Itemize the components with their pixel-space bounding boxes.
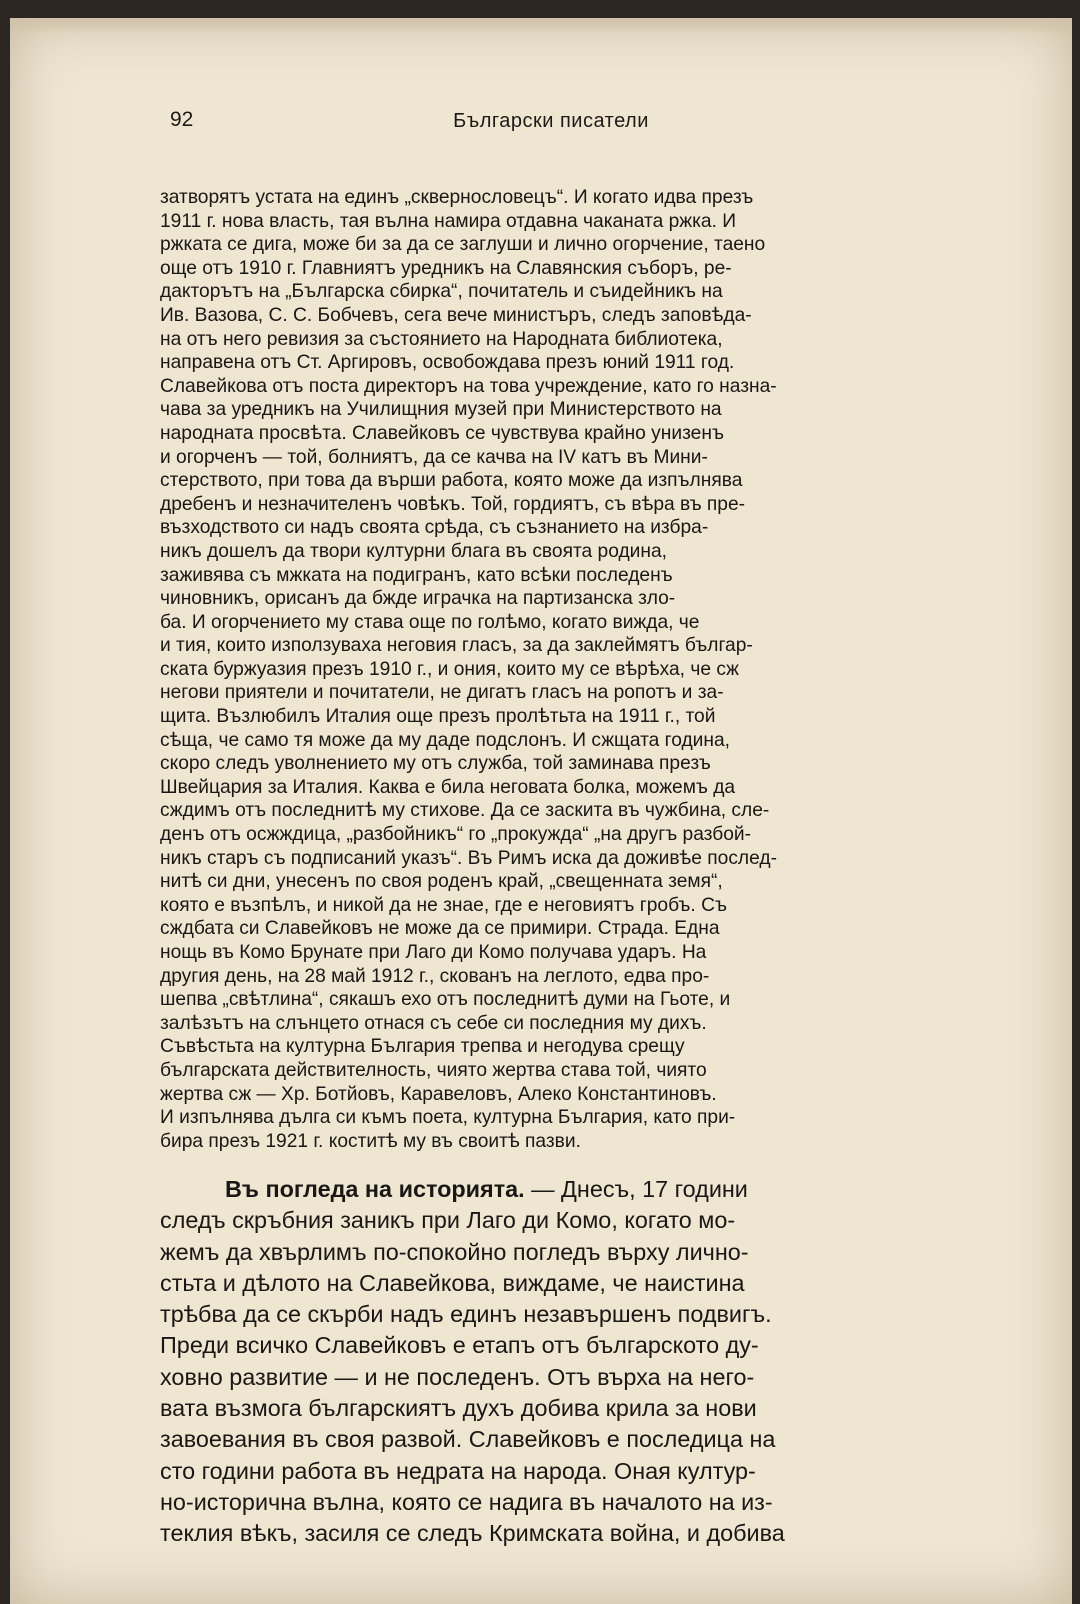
text-line: Швейцария за Италия. Каква е била неговата болка, можемъ да	[160, 776, 736, 798]
text-line: сждбата си Славейковъ не може да се примири. Страда. Една	[160, 918, 720, 940]
text-line: сто години работа въ недрата на народа. Оная култур-	[160, 1457, 756, 1484]
text-line: възходството си надъ своята срѣда, съ съзнанието на избра-	[160, 517, 709, 539]
text-line: трѣбва да се скърби надъ единъ незавършенъ подвигъ.	[160, 1301, 772, 1328]
text-line: щита. Възлюбилъ Италия още презъ пролѣтьта на 1911 г., той	[160, 706, 716, 728]
text-line: затворятъ устата на единъ „сквернословецъ“. И когато идва презъ	[160, 187, 754, 208]
text-line: направена отъ Ст. Аргировъ, освобождава презъ юний 1911 год.	[160, 352, 735, 374]
text-line: залѣзътъ на слънцето отнася съ себе си последния му дихъ.	[160, 1012, 707, 1034]
text-line: — Днесъ, 17 години	[524, 1176, 748, 1202]
text-line: никъ дошелъ да твори културни блага въ своята родина,	[160, 540, 667, 562]
text-line: която е възпѣлъ, и никой да не знае, где е неговиятъ гробъ. Съ	[160, 894, 727, 916]
text-line: 1911 г. нова власть, тая вълна намира отдавна чаканата ржка. И	[160, 210, 737, 232]
text-line: но-исторична вълна, която се надига въ началото на из-	[160, 1488, 773, 1515]
text-line: стьта и дѣлото на Славейкова, виждаме, че наистина	[160, 1269, 745, 1296]
page-number: 92	[170, 108, 194, 131]
text-line: ската буржуазия презъ 1910 г., и ония, които му се вѣрѣха, че сж	[160, 658, 739, 680]
text-line: заживява съ мжката на подигранъ, като всѣки последенъ	[160, 564, 673, 586]
text-line: Славейкова отъ поста директоръ на това учреждение, като го назна-	[160, 375, 777, 397]
text-line: нощь въ Комо Брунате при Лаго ди Комо получава ударъ. На	[160, 942, 707, 963]
text-line: жемъ да хвърлимъ по-спокойно погледъ върху лично-	[160, 1238, 749, 1265]
paragraph-1	[160, 186, 940, 1153]
text-line: теклия вѣкъ, засиля се следъ Кримската война, и добива	[160, 1520, 785, 1547]
text-line: на отъ него ревизия за състоянието на Народната библиотека,	[160, 328, 723, 350]
text-line: дребенъ и незначителенъ човѣкъ. Той, гордиятъ, съ вѣра въ пре-	[160, 493, 746, 515]
text-line: ховно развитие — и не последенъ. Отъ върха на него-	[160, 1363, 755, 1390]
text-line: вата възмога българскиятъ духъ добива крила за нови	[160, 1395, 757, 1422]
text-line: чава за уредникъ на Училищния музей при Министерството на	[160, 399, 722, 421]
text-line: дакторътъ на „Българска сбирка“, почитатель и съидейникъ на	[160, 281, 723, 303]
text-line: още отъ 1910 г. Главниятъ уредникъ на Славянския съборъ, ре-	[160, 257, 732, 279]
text-line: ба. И огорчението му става още по голѣмо, когато вижда, че	[160, 611, 700, 633]
text-line: ржката се дига, може би за да се заглуши и лично огорчение, таено	[160, 234, 766, 256]
text-line: сждимъ отъ последнитѣ му стихове. Да се заскита въ чужбина, сле-	[160, 800, 770, 822]
text-line: шепва „свѣтлина“, сякашъ ехо отъ последнитѣ думи на Гьоте, и	[160, 989, 731, 1011]
text-line: негови приятели и почитатели, не дигатъ гласъ на ропотъ и за-	[160, 682, 724, 704]
page-header	[10, 104, 1072, 144]
paragraph-2-first-line	[160, 1174, 940, 1205]
text-line: жертва сж — Хр. Ботйовъ, Каравеловъ, Алеко Константиновъ.	[160, 1083, 717, 1105]
text-line: следъ скръбния заникъ при Лаго ди Комо, когато мо-	[160, 1207, 736, 1234]
text-line: Съвѣстьта на културна България трепва и негодува срещу	[160, 1036, 685, 1058]
text-line: българската действителность, чиято жертва става той, чиято	[160, 1059, 707, 1081]
section-heading: Въ погледа на историята.	[225, 1176, 525, 1202]
text-line: И изпълнява дълга си къмъ поета, културна България, като при-	[160, 1107, 736, 1129]
text-line: чиновникъ, орисанъ да бжде играчка на партизанска зло-	[160, 588, 676, 610]
paragraph-2	[160, 1174, 940, 1550]
text-line: Преди всичко Славейковъ е етапъ отъ българското ду-	[160, 1332, 759, 1359]
text-line: завоевания въ своя развой. Славейковъ е последица на	[160, 1426, 776, 1453]
running-title: Български писатели	[453, 110, 649, 132]
text-line: Ив. Вазова, С. С. Бобчевъ, сега вече министъръ, следъ заповѣда-	[160, 304, 752, 326]
book-page	[10, 18, 1072, 1604]
text-line: и тия, които използуваха неговия гласъ, за да заклеймятъ българ-	[160, 635, 753, 657]
text-line: денъ отъ осжждица, „разбойникъ“ го „прокужда“ „на другъ разбой-	[160, 824, 752, 846]
text-line: нитѣ си дни, унесенъ по своя роденъ край, „свещенната земя“,	[160, 871, 723, 893]
text-line: другия день, на 28 май 1912 г., скованъ на леглото, едва про-	[160, 965, 710, 987]
text-line: бира презъ 1921 г. коститѣ му въ своитѣ пазви.	[160, 1130, 581, 1152]
text-line: скоро следъ уволнението му отъ служба, той заминава презъ	[160, 753, 711, 775]
text-line: никъ старъ съ подписаний указъ“. Въ Римъ иска да доживѣе послед-	[160, 847, 777, 869]
text-line: народната просвѣта. Славейковъ се чувствува крайно унизенъ	[160, 422, 724, 444]
text-line: стерството, при това да върши работа, която може да изпълнява	[160, 470, 743, 492]
text-line: сѣща, че само тя може да му даде подслонъ. И сжщата година,	[160, 729, 730, 751]
text-line: и огорченъ — той, болниятъ, да се качва на IV катъ въ Мини-	[160, 446, 708, 468]
